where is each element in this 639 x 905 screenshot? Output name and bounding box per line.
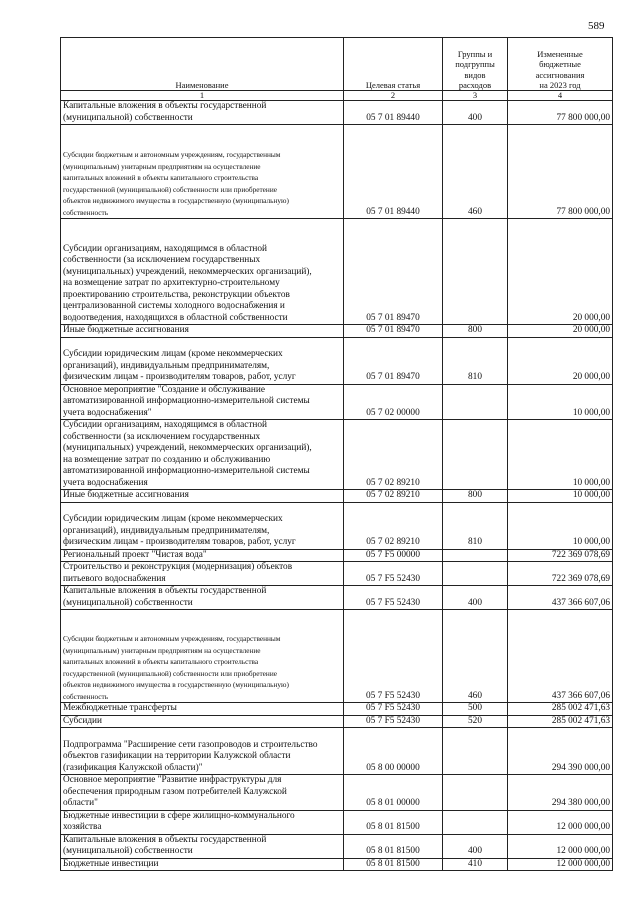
row-amount: 12 000 000,00 xyxy=(508,858,613,871)
budget-table xyxy=(60,37,613,871)
row-amount: 285 002 471,63 xyxy=(508,703,613,716)
row-target-code: 05 7 01 89440 xyxy=(344,125,443,219)
row-target-code: 05 7 F5 00000 xyxy=(344,549,443,562)
row-name: Межбюджетные трансферты xyxy=(61,703,344,716)
row-target-code: 05 7 F5 52430 xyxy=(344,562,443,586)
column-number-row xyxy=(61,91,613,101)
row-name: Капитальные вложения в объекты государственной (муниципальной) собственности xyxy=(61,101,344,125)
table-row xyxy=(61,834,613,858)
row-amount: 294 390 000,00 xyxy=(508,728,613,775)
row-target-code: 05 7 F5 52430 xyxy=(344,715,443,728)
row-name: Субсидии юридическим лицам (кроме некоммерческих организаций), индивидуальным предпринимателям, физическим лицам - производителям товаров, работ, услуг xyxy=(61,337,344,384)
row-name: Подпрограмма "Расширение сети газопроводов и строительство объектов газификации на территории Калужской области (газификация Калужской области)" xyxy=(61,728,344,775)
row-amount: 12 000 000,00 xyxy=(508,810,613,834)
table-row xyxy=(61,101,613,125)
row-name: Региональный проект "Чистая вода" xyxy=(61,549,344,562)
header-row xyxy=(61,38,613,91)
row-amount: 722 369 078,69 xyxy=(508,549,613,562)
row-amount: 437 366 607,06 xyxy=(508,610,613,703)
table-row xyxy=(61,810,613,834)
row-name: Субсидии организациям, находящимся в областной собственности (за исключением государственных (муниципальных) учреждений, некоммерческих организаций), на возмещение затрат по архитектурно-строительному проектированию строительства, реконструкции объектов централизованной системы холодного водоснабжения и водоотведения, находящихся в областной собственности xyxy=(61,219,344,325)
row-amount: 10 000,00 xyxy=(508,384,613,420)
column-number: 4 xyxy=(508,91,613,101)
table-row xyxy=(61,715,613,728)
row-amount: 12 000 000,00 xyxy=(508,834,613,858)
row-name: Субсидии бюджетным и автономным учреждениям, государственным (муниципальным) унитарным предприятиям на осуществление капитальных вложений в объекты капитального строительства государственной (муниципальной) собственности или приобретение объектов недвижимого имущества в государственную (муниципальную) собственность xyxy=(61,125,344,219)
row-target-code: 05 7 01 89470 xyxy=(344,325,443,338)
row-name: Иные бюджетные ассигнования xyxy=(61,490,344,503)
row-expense-type: 810 xyxy=(443,502,508,549)
row-expense-type: 400 xyxy=(443,101,508,125)
column-number: 3 xyxy=(443,91,508,101)
table-row xyxy=(61,420,613,490)
row-target-code: 05 7 01 89440 xyxy=(344,101,443,125)
row-expense-type: 400 xyxy=(443,834,508,858)
row-target-code: 05 8 00 00000 xyxy=(344,728,443,775)
row-amount: 294 380 000,00 xyxy=(508,775,613,811)
row-target-code: 05 7 F5 52430 xyxy=(344,586,443,610)
row-expense-type xyxy=(443,384,508,420)
row-target-code: 05 7 01 89470 xyxy=(344,219,443,325)
row-amount: 285 002 471,63 xyxy=(508,715,613,728)
table-row xyxy=(61,728,613,775)
table-row xyxy=(61,549,613,562)
row-target-code: 05 7 01 89470 xyxy=(344,337,443,384)
row-target-code: 05 7 F5 52430 xyxy=(344,610,443,703)
row-expense-type: 410 xyxy=(443,858,508,871)
row-target-code: 05 8 01 81500 xyxy=(344,834,443,858)
header-name: Наименование xyxy=(61,38,344,91)
column-number: 2 xyxy=(344,91,443,101)
row-expense-type xyxy=(443,775,508,811)
row-expense-type: 810 xyxy=(443,337,508,384)
table-row xyxy=(61,502,613,549)
table-row xyxy=(61,384,613,420)
row-expense-type: 500 xyxy=(443,703,508,716)
table-row xyxy=(61,337,613,384)
row-expense-type xyxy=(443,810,508,834)
row-expense-type xyxy=(443,562,508,586)
table-row xyxy=(61,490,613,503)
header-code: Целевая статья xyxy=(344,38,443,91)
row-name: Строительство и реконструкция (модернизация) объектов питьевого водоснабжения xyxy=(61,562,344,586)
row-amount: 20 000,00 xyxy=(508,325,613,338)
row-expense-type: 520 xyxy=(443,715,508,728)
table-row xyxy=(61,586,613,610)
row-expense-type: 460 xyxy=(443,610,508,703)
row-expense-type: 800 xyxy=(443,325,508,338)
row-name: Субсидии юридическим лицам (кроме некоммерческих организаций), индивидуальным предпринимателям, физическим лицам - производителям товаров, работ, услуг xyxy=(61,502,344,549)
header-expense-type: Группы и подгруппы видов расходов xyxy=(443,38,508,91)
row-name: Субсидии xyxy=(61,715,344,728)
row-amount: 10 000,00 xyxy=(508,490,613,503)
row-name: Иные бюджетные ассигнования xyxy=(61,325,344,338)
row-name: Капитальные вложения в объекты государственной (муниципальной) собственности xyxy=(61,586,344,610)
row-amount: 20 000,00 xyxy=(508,219,613,325)
row-amount: 722 369 078,69 xyxy=(508,562,613,586)
row-name: Бюджетные инвестиции в сфере жилищно-коммунального хозяйства xyxy=(61,810,344,834)
row-amount: 77 800 000,00 xyxy=(508,101,613,125)
row-expense-type xyxy=(443,219,508,325)
row-amount: 10 000,00 xyxy=(508,502,613,549)
row-expense-type: 800 xyxy=(443,490,508,503)
row-amount: 77 800 000,00 xyxy=(508,125,613,219)
table-row xyxy=(61,562,613,586)
row-target-code: 05 8 01 81500 xyxy=(344,810,443,834)
row-name: Основное мероприятие "Создание и обслуживание автоматизированной информационно-измерительной системы учета водоснабжения" xyxy=(61,384,344,420)
row-expense-type: 400 xyxy=(443,586,508,610)
row-target-code: 05 7 02 89210 xyxy=(344,490,443,503)
row-target-code: 05 7 F5 52430 xyxy=(344,703,443,716)
table-row xyxy=(61,610,613,703)
row-amount: 10 000,00 xyxy=(508,420,613,490)
row-expense-type xyxy=(443,420,508,490)
row-expense-type xyxy=(443,728,508,775)
row-name: Субсидии бюджетным и автономным учреждениям, государственным (муниципальным) унитарным предприятиям на осуществление капитальных вложений в объекты капитального строительства государственной (муниципальной) собственности или приобретение объектов недвижимого имущества в государственную (муниципальную) собственность xyxy=(61,610,344,703)
row-amount: 437 366 607,06 xyxy=(508,586,613,610)
table-row xyxy=(61,325,613,338)
row-name: Капитальные вложения в объекты государственной (муниципальной) собственности xyxy=(61,834,344,858)
row-target-code: 05 8 01 81500 xyxy=(344,858,443,871)
table-row xyxy=(61,703,613,716)
row-amount: 20 000,00 xyxy=(508,337,613,384)
row-name: Основное мероприятие "Развитие инфраструктуры для обеспечения природным газом потребителей Калужской области" xyxy=(61,775,344,811)
row-name: Бюджетные инвестиции xyxy=(61,858,344,871)
table-row xyxy=(61,775,613,811)
row-expense-type xyxy=(443,549,508,562)
page-number: 589 xyxy=(588,20,605,32)
row-expense-type: 460 xyxy=(443,125,508,219)
row-target-code: 05 7 02 00000 xyxy=(344,384,443,420)
table-row xyxy=(61,219,613,325)
row-target-code: 05 7 02 89210 xyxy=(344,420,443,490)
row-target-code: 05 7 02 89210 xyxy=(344,502,443,549)
header-amount: Измененные бюджетные ассигнования на 2023 год xyxy=(508,38,613,91)
column-number: 1 xyxy=(61,91,344,101)
table-row xyxy=(61,125,613,219)
table-row xyxy=(61,858,613,871)
row-name: Субсидии организациям, находящимся в областной собственности (за исключением государственных (муниципальных) учреждений, некоммерческих организаций), на возмещение затрат по созданию и обслуживанию автоматизированной информационно-измерительной системы учета водоснабжения xyxy=(61,420,344,490)
row-target-code: 05 8 01 00000 xyxy=(344,775,443,811)
